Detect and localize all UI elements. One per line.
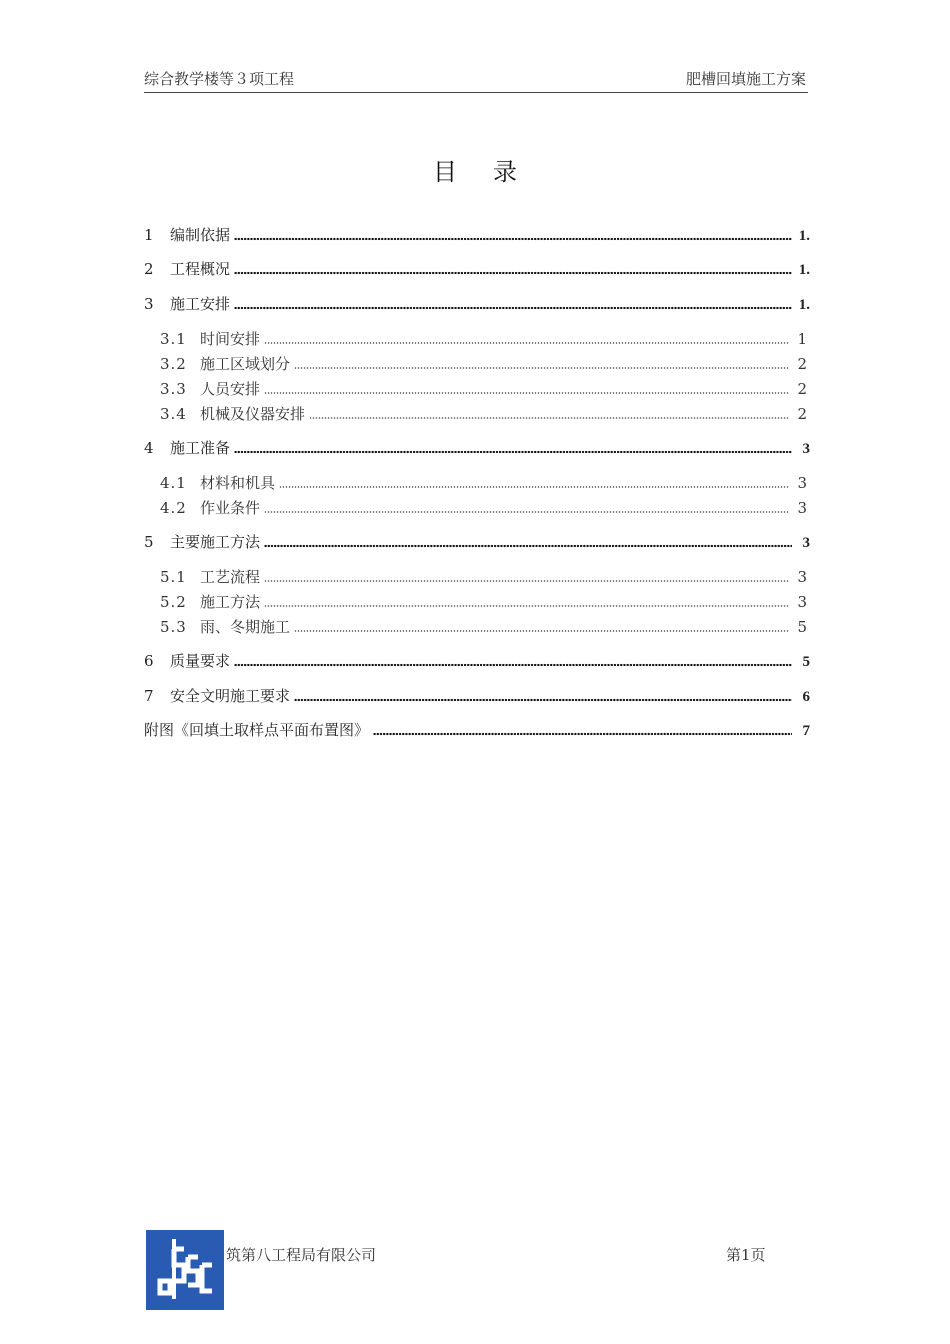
toc-entry-label: 工艺流程 xyxy=(200,568,261,586)
toc-dot-leader xyxy=(234,271,792,275)
toc-entry-page: 3 xyxy=(797,499,807,517)
toc-entry-label: 施工方法 xyxy=(200,593,261,611)
footer-page-number: 第1页 xyxy=(726,1246,766,1264)
toc-entry-label: 施工区域划分 xyxy=(200,355,291,373)
toc-entry-page: 5 xyxy=(797,618,807,636)
toc-entry-label: 施工准备 xyxy=(170,439,231,457)
toc-entry[interactable] xyxy=(160,616,810,638)
toc-entry-label: 工程概况 xyxy=(170,260,231,278)
toc-entry-number: 3.3 xyxy=(160,380,187,398)
toc-entry[interactable] xyxy=(160,378,810,400)
toc-entry[interactable] xyxy=(160,566,810,588)
toc-dot-leader xyxy=(279,485,789,489)
toc-entry-page: 1 xyxy=(797,330,807,348)
toc-entry-page: 7 xyxy=(802,723,810,739)
company-logo xyxy=(146,1230,224,1310)
page-header xyxy=(144,66,808,93)
toc-entry[interactable] xyxy=(160,403,810,425)
toc-dot-leader xyxy=(264,391,789,395)
toc-entry-number: 3.2 xyxy=(160,355,187,373)
toc-entry-page: 1. xyxy=(798,297,810,313)
toc-entry[interactable] xyxy=(160,497,810,519)
toc-dot-leader xyxy=(234,450,792,454)
header-project-name: 综合教学楼等３项工程 xyxy=(144,70,295,88)
toc-entry-number: 2 xyxy=(144,260,154,278)
toc-dot-leader xyxy=(294,698,792,702)
toc-dot-leader xyxy=(373,732,792,736)
toc-entry-label: 主要施工方法 xyxy=(170,533,261,551)
page-footer xyxy=(146,1230,810,1310)
toc-entry-number: 3 xyxy=(144,295,154,313)
toc-entry[interactable] xyxy=(160,591,810,613)
toc-entry[interactable] xyxy=(144,685,810,707)
toc-entry-number: 4 xyxy=(144,439,154,457)
cscec-logo-icon xyxy=(154,1237,216,1303)
footer-company-name: 筑第八工程局有限公司 xyxy=(226,1246,377,1264)
toc-entry-number: 5 xyxy=(144,533,154,551)
toc-entry-page: 3 xyxy=(802,441,810,457)
toc-entry-label: 安全文明施工要求 xyxy=(170,687,291,705)
toc-dot-leader xyxy=(264,341,789,345)
toc-entry-page: 3 xyxy=(802,535,810,551)
toc-entry-number: 6 xyxy=(144,652,154,670)
toc-dot-leader xyxy=(264,510,789,514)
toc-entry[interactable] xyxy=(144,258,810,280)
toc-dot-leader xyxy=(264,544,792,548)
toc-entry-number: 1 xyxy=(144,226,154,244)
toc-entry-number: 4.1 xyxy=(160,474,187,492)
toc-entry-page: 3 xyxy=(797,474,807,492)
toc-entry-page: 5 xyxy=(802,654,810,670)
toc-entry-number: 5.3 xyxy=(160,618,187,636)
toc-dot-leader xyxy=(294,629,789,633)
toc-entry-label: 施工安排 xyxy=(170,295,231,313)
toc-entry-page: 6 xyxy=(802,689,810,705)
toc-title: 目录 xyxy=(433,158,553,186)
toc-entry-number: 3.1 xyxy=(160,330,187,348)
toc-entry[interactable] xyxy=(144,437,810,459)
toc-dot-leader xyxy=(264,604,789,608)
toc-entry-page: 1. xyxy=(798,262,810,278)
toc-entry[interactable] xyxy=(160,328,810,350)
toc-dot-leader xyxy=(264,579,789,583)
toc-entry-number: 3.4 xyxy=(160,405,187,423)
toc-entry-label: 附图《回填土取样点平面布置图》 xyxy=(144,721,370,739)
toc-dot-leader xyxy=(234,663,792,667)
toc-entry[interactable] xyxy=(160,353,810,375)
toc-entry-page: 3 xyxy=(797,593,807,611)
toc-dot-leader xyxy=(294,366,789,370)
toc-entry-label: 编制依据 xyxy=(170,226,231,244)
toc-entry-page: 3 xyxy=(797,568,807,586)
toc-entry[interactable] xyxy=(160,472,810,494)
toc-entry-label: 雨、冬期施工 xyxy=(200,618,291,636)
toc-entry-label: 人员安排 xyxy=(200,380,261,398)
toc-entry[interactable] xyxy=(144,719,810,741)
toc-entry[interactable] xyxy=(144,531,810,553)
toc-entry-label: 作业条件 xyxy=(200,499,261,517)
toc-entry-number: 7 xyxy=(144,687,154,705)
toc-entry-label: 质量要求 xyxy=(170,652,231,670)
toc-entry[interactable] xyxy=(144,224,810,246)
toc-dot-leader xyxy=(309,416,789,420)
toc-entry-label: 材料和机具 xyxy=(200,474,276,492)
toc-entry-label: 时间安排 xyxy=(200,330,261,348)
toc-entry-page: 2 xyxy=(797,405,807,423)
toc-entry-page: 1. xyxy=(798,228,810,244)
toc-entry-label: 机械及仪器安排 xyxy=(200,405,306,423)
header-document-title: 肥槽回填施工方案 xyxy=(685,70,806,88)
toc-entry-number: 5.2 xyxy=(160,593,187,611)
toc-entry-number: 4.2 xyxy=(160,499,187,517)
toc-entry[interactable] xyxy=(144,650,810,672)
toc-dot-leader xyxy=(234,306,792,310)
toc-entry-number: 5.1 xyxy=(160,568,187,586)
toc-entry-page: 2 xyxy=(797,380,807,398)
toc-entry[interactable] xyxy=(144,293,810,315)
toc-dot-leader xyxy=(234,237,792,241)
toc-entry-page: 2 xyxy=(797,355,807,373)
